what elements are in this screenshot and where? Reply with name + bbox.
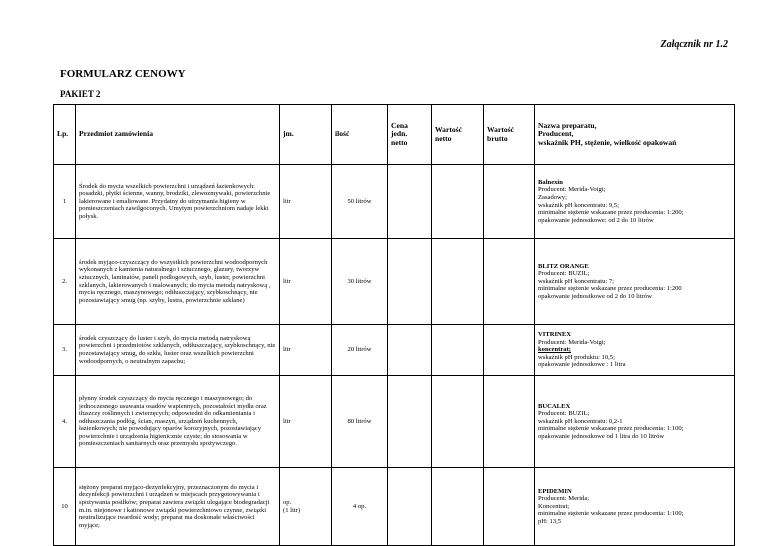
product-name: BUCALEX [538, 402, 571, 410]
row-item: środek czyszczący do luster i szyb, do mycia metodą natryskową powierzchni i przedmiotów szklanych, odtłuszczający, szybkoschnący, nie pozostawiający smug, do szkła, luster oraz wszelkich powierzchni wodoodpornych, o neutralnym zapachu; [76, 325, 280, 376]
product-detail-line: Koncentrat; [538, 502, 570, 510]
price-form-table [53, 104, 735, 546]
row-product [535, 165, 735, 239]
product-detail-line: minimalne stężenie wskazane przez producenta: 1:200; [538, 209, 684, 217]
row-product [535, 376, 735, 468]
table-header-row [54, 105, 735, 165]
table-row [54, 468, 735, 546]
header-unit: jm. [280, 105, 332, 165]
table-row [54, 376, 735, 468]
product-name: VITRINEX [538, 331, 571, 339]
attachment-label: Załącznik nr 1.2 [660, 39, 728, 50]
row-product [535, 468, 735, 546]
row-product [535, 325, 735, 376]
row-price-cell [388, 325, 432, 376]
product-detail-line: minimalne stężenie wskazane przez producenta: 1:100; [538, 510, 684, 518]
table-body [54, 165, 735, 546]
header-net-value: Wartość netto [432, 105, 484, 165]
row-qty: 4 op. [332, 468, 388, 546]
row-net-value-cell [432, 165, 484, 239]
product-detail-line: wskaźnik pH koncentratu: 0,2-1 [538, 417, 623, 425]
product-detail-line: opakowanie jednostkowe : 1 litra [538, 361, 626, 369]
row-unit: op. (1 litr) [280, 468, 332, 546]
header-gross-value: Wartość brutto [484, 105, 535, 165]
product-detail-line: Zasadowy; [538, 193, 567, 201]
package-label: PAKIET 2 [60, 89, 101, 99]
row-gross-value-cell [484, 325, 535, 376]
row-unit: litr [280, 376, 332, 468]
product-detail-line: opakowanie jednostkowe: od 2 do 10 litrów [538, 216, 654, 224]
row-unit: litr [280, 165, 332, 239]
row-qty: 30 litrów [332, 239, 388, 325]
product-detail-line: wskaźnik pH koncentratu: 9,5; [538, 201, 619, 209]
row-qty: 20 litrów [332, 325, 388, 376]
row-price-cell [388, 165, 432, 239]
header-price: Cena jedn. netto [388, 105, 432, 165]
product-detail-line: Producent: Merida-Voigt; [538, 338, 606, 346]
table-row [54, 239, 735, 325]
row-price-cell [388, 239, 432, 325]
product-name: BLITZ ORANGE [538, 262, 589, 270]
header-item: Przedmiot zamówienia [76, 105, 280, 165]
page-title: FORMULARZ CENOWY [60, 68, 186, 80]
row-unit: litr [280, 239, 332, 325]
row-price-cell [388, 468, 432, 546]
row-lp: 4. [54, 376, 76, 468]
table-row [54, 325, 735, 376]
product-name: Balnexin [538, 178, 563, 186]
row-unit: litr [280, 325, 332, 376]
row-net-value-cell [432, 239, 484, 325]
product-detail-line: wskaźnik pH koncentratu: 7; [538, 277, 614, 285]
product-name: EPIDEMIN [538, 487, 572, 495]
header-lp: Lp. [54, 105, 76, 165]
header-product: Nazwa preparatu, Producent, wskaźnik PH, stężenie, wielkość opakowań [535, 105, 735, 165]
row-gross-value-cell [484, 165, 535, 239]
row-product [535, 239, 735, 325]
row-net-value-cell [432, 376, 484, 468]
product-detail-line: koncentrat; [538, 346, 571, 354]
product-detail-line: pH: 13,5 [538, 517, 562, 525]
product-detail-line: Producent: BUZIL; [538, 410, 590, 418]
row-lp: 2. [54, 239, 76, 325]
product-detail-line: Producent: BUZIL; [538, 270, 590, 278]
product-detail-line: opakowanie jednostkowe od 1 litra do 10 litrów [538, 432, 665, 440]
row-item: środek myjąco-czyszczący do wszystkich powierzchni wodoodpornych wykonanych z kamienia naturalnego i sztucznego, glazury, tworzyw sztucznych, laminatów, paneli podłogowych, szyb, luster, powierzchni szklanych, lakierowanych i malowanych; do mycia metodą natryskową , mycia ręcznego, maszynowego; odtłuszczający, szybkoschnący, nie pozostawiający smug (np. szyby, lustra, powierzchnie szklane) [76, 239, 280, 325]
table-row [54, 165, 735, 239]
header-qty: ilość [332, 105, 388, 165]
row-gross-value-cell [484, 468, 535, 546]
product-detail-line: Producent: Merida-Voigt; [538, 186, 606, 194]
row-net-value-cell [432, 325, 484, 376]
row-gross-value-cell [484, 376, 535, 468]
product-detail-line: wskaźnik pH produktu: 10,5; [538, 353, 615, 361]
product-detail-line: minimalne stężenie wskazane przez producenta: 1:200 [538, 285, 682, 293]
row-lp: 1 [54, 165, 76, 239]
row-qty: 80 litrów [332, 376, 388, 468]
row-item: płynny środek czyszczący do mycia ręcznego i maszynowego; do jednoczesnego usuwania osadów wapiennych, pozostałości mydła oraz tłuszczy roślinnych i zwierzęcych; odpowiedni do odkamieniania i odtłuszczania podłóg, ścian, maszyn, urządzeń kuchennych, łazienkowych; nie powodujący oparów korozyjnych, pozostawiający powierzchnie i urządzenia higienicznie czyste; do stosowania w pomieszczeniach sanitarnych oraz przemysłu spożywczego. [76, 376, 280, 468]
row-item: Środek do mycia wszelkich powierzchni i urządzeń łazienkowych: posadzki, płytki ścienne, wanny, brodziki, zlewozmywaki, powierzchnie lakierowane i emaliowane. Przydatny do utrzymania higieny w pomieszczeniach zawilgoconych. Umytym powierzchniom nadaje lekki połysk. [76, 165, 280, 239]
row-qty: 50 litrów [332, 165, 388, 239]
row-item: stężony preparat myjąco-dezynfekcyjny, przeznaczonym do mycia i dezynfekcji powierzchni i urządzeń w miejscach przygotowywania i spożywania posiłków; preparat zawiera związki ulegające biodegradacji m.in. niejonowe i kationowe związki powierzchniowo czynne, związki neutralizujące twardość wody; preparat ma doskonałe właściwości myjące; [76, 468, 280, 546]
product-detail-line: opakowanie jednostkowe od 2 do 10 litrów [538, 292, 652, 300]
row-net-value-cell [432, 468, 484, 546]
row-price-cell [388, 376, 432, 468]
row-lp: 10 [54, 468, 76, 546]
product-detail-line: minimalne stężenie wskazane przez producenta: 1:100; [538, 425, 684, 433]
row-gross-value-cell [484, 239, 535, 325]
row-lp: 3. [54, 325, 76, 376]
product-detail-line: Producent: Merida; [538, 495, 590, 503]
